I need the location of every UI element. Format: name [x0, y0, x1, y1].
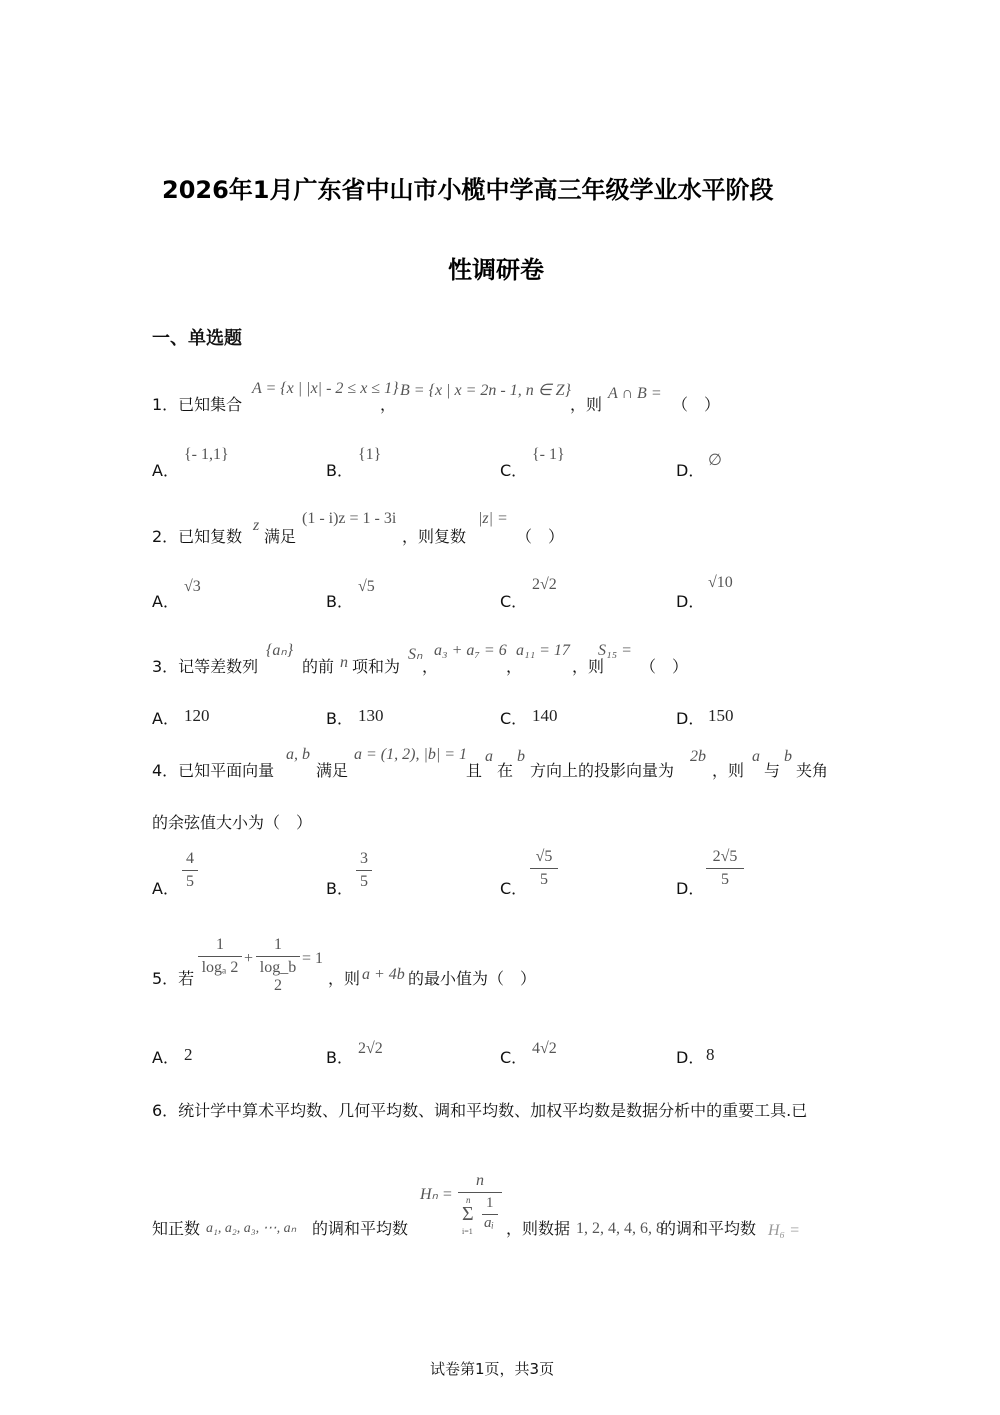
q5-option-c: 4√2: [532, 1040, 557, 1057]
q4-on: 在: [497, 761, 514, 780]
q5-fraction-1-num: 1: [216, 936, 224, 953]
q3-sn: Sₙ: [408, 646, 423, 663]
q2-option-b-label: B．: [326, 592, 353, 611]
q2-option-a: √3: [184, 578, 201, 595]
q2-z: z: [253, 517, 260, 534]
q3-sequence: {aₙ}: [266, 642, 294, 659]
q3-comma-1: ，: [422, 657, 439, 676]
page-title-line1: 2026年1月广东省中山市小榄中学高三年级学业水平阶段: [162, 176, 774, 204]
q3-option-d-label: D．: [676, 709, 705, 728]
q1-set-b: B = {x | x = 2n - 1, n ∈ Z}: [400, 382, 571, 399]
q6-then: ，则数据: [506, 1219, 571, 1238]
q1-expr: A ∩ B =: [608, 385, 662, 402]
q4-option-c-num: √5: [535, 848, 553, 865]
q3-condition-2: a₁₁ = 17: [516, 642, 570, 659]
q6-mid: 的调和平均数: [312, 1219, 409, 1238]
q4-option-c-den: 5: [540, 871, 548, 888]
q6-fraction-num: n: [476, 1172, 484, 1189]
q6-h6: H₆ =: [768, 1222, 800, 1239]
q4-two-b: 2b: [690, 748, 706, 765]
q1-comma: ，: [380, 395, 397, 414]
q6-inner-den: aᵢ: [484, 1215, 494, 1231]
q4-with: 与: [764, 761, 781, 780]
q6-hn: Hₙ =: [420, 1186, 453, 1203]
q6-sequence: a₁, a₂, a₃, ⋯, aₙ: [206, 1221, 297, 1236]
q3-option-d: 150: [708, 706, 734, 725]
q3-then: ，则: [572, 657, 605, 676]
q4-option-a-den: 5: [186, 873, 194, 890]
q6-line1: 6．统计学中算术平均数、几何平均数、调和平均数、加权平均数是数据分析中的重要工具.已: [152, 1101, 808, 1120]
q6-data: 1, 2, 4, 4, 6, 8: [576, 1220, 664, 1237]
q5-ask: 的最小值为（ ）: [408, 969, 537, 988]
q6-sigma: Σ: [462, 1203, 474, 1225]
q4-projection: 方向上的投影向量为: [530, 761, 675, 780]
q5-fraction-1-den: logₐ 2: [201, 959, 239, 976]
q2-option-d-label: D．: [676, 592, 705, 611]
q3-option-c: 140: [532, 706, 558, 725]
q4-option-d-label: D．: [676, 879, 705, 898]
q3-option-b-label: B．: [326, 709, 353, 728]
q4-then: ，则: [712, 761, 745, 780]
q6-inner-num: 1: [486, 1195, 494, 1211]
q5-fraction-2: [256, 936, 300, 995]
q4-option-d-num: 2√5: [712, 848, 738, 865]
q3-comma-2: ，: [506, 657, 523, 676]
q5-fraction-1: [198, 936, 242, 977]
q2-lead: 2．已知复数: [152, 527, 243, 546]
q2-option-b: √5: [358, 578, 375, 595]
q4-option-a-fraction: [182, 850, 198, 891]
q4-condition: a = (1, 2), |b| = 1: [354, 746, 468, 763]
q4-option-a-num: 4: [186, 850, 194, 867]
q1-option-c-label: C．: [500, 461, 528, 480]
q2-option-c: 2√2: [532, 576, 557, 593]
q5-expression: a + 4b: [362, 966, 405, 983]
q4-option-b-num: 3: [360, 850, 368, 867]
q1-set-a: A = {x | |x| - 2 ≤ x ≤ 1}: [252, 380, 399, 397]
q3-ask: S₁₅ =: [598, 642, 632, 659]
q5-option-c-label: C．: [500, 1048, 528, 1067]
q4-option-a-label: A．: [152, 879, 179, 898]
q6-sigma-bottom: i=1: [462, 1227, 473, 1236]
q4-option-d-den: 5: [721, 871, 729, 888]
q4-option-c-fraction: [530, 848, 558, 889]
q3-option-a-label: A．: [152, 709, 179, 728]
q5-fraction-2-num: 1: [274, 936, 282, 953]
q2-abs: |z| =: [478, 510, 508, 527]
q4-option-d-fraction: [706, 848, 744, 889]
q6-harmonic-fraction: [458, 1172, 502, 1235]
q3-paren: （ ）: [640, 657, 689, 676]
q2-then: ，则复数: [402, 527, 467, 546]
q2-satisfy: 满足: [264, 527, 297, 546]
q4-option-b-fraction: [356, 850, 372, 891]
q3-condition-1: a₃ + a₇ = 6: [434, 642, 507, 659]
q3-n: n: [340, 654, 348, 671]
q3-option-a: 120: [184, 706, 210, 725]
q4-a-2: a: [752, 748, 760, 765]
q3-mid: 的前: [302, 657, 335, 676]
q5-then: ，则: [328, 969, 361, 988]
q5-option-a: 2: [184, 1045, 193, 1064]
q4-option-b-label: B．: [326, 879, 353, 898]
q3-option-c-label: C．: [500, 709, 528, 728]
q1-option-d: ∅: [708, 452, 722, 469]
q5-equals-one: = 1: [302, 950, 324, 967]
q4-b-2: b: [784, 748, 792, 765]
q2-option-d: √10: [708, 574, 733, 591]
q1-paren: （ ）: [672, 395, 721, 414]
page-title-line2: 性调研卷: [448, 256, 544, 284]
q5-option-d: 8: [706, 1045, 715, 1064]
q6-sigma-top: n: [466, 1195, 471, 1205]
q5-fraction-2-den: log_b 2: [259, 959, 297, 994]
q4-satisfy: 满足: [316, 761, 349, 780]
q2-option-c-label: C．: [500, 592, 528, 611]
q1-option-b: {1}: [358, 446, 382, 463]
q5-option-a-label: A．: [152, 1048, 179, 1067]
q1-option-c: {- 1}: [532, 446, 565, 463]
q4-and: 且: [466, 761, 483, 780]
q1-lead: 1．已知集合: [152, 395, 243, 414]
q3-lead: 3．记等差数列: [152, 657, 259, 676]
q1-option-b-label: B．: [326, 461, 353, 480]
q4-line2: 的余弦值大小为（ ）: [152, 813, 313, 832]
q5-option-d-label: D．: [676, 1048, 705, 1067]
q5-plus: +: [244, 950, 254, 967]
q5-option-b: 2√2: [358, 1040, 383, 1057]
q3-option-b: 130: [358, 706, 384, 725]
q1-option-a: {- 1,1}: [184, 446, 229, 463]
q5-lead: 5．若: [152, 969, 195, 988]
q2-paren: （ ）: [516, 527, 565, 546]
q4-angle: 夹角: [796, 761, 829, 780]
q1-option-a-label: A．: [152, 461, 179, 480]
q4-lead: 4．已知平面向量: [152, 761, 275, 780]
q1-then: ，则: [570, 395, 603, 414]
q4-vectors: a, b: [286, 746, 310, 763]
page-footer: 试卷第1页，共3页: [430, 1360, 555, 1378]
q2-equation: (1 - i)z = 1 - 3i: [302, 510, 397, 527]
q5-option-b-label: B．: [326, 1048, 353, 1067]
section-heading-single-choice: 一、单选题: [152, 328, 242, 349]
q4-option-c-label: C．: [500, 879, 528, 898]
q3-sum-label: 项和为: [352, 657, 401, 676]
q1-option-d-label: D．: [676, 461, 705, 480]
q6-ask: 的调和平均数: [660, 1219, 757, 1238]
q4-a-1: a: [485, 748, 493, 765]
q2-option-a-label: A．: [152, 592, 179, 611]
q4-option-b-den: 5: [360, 873, 368, 890]
q6-lead: 知正数: [152, 1219, 201, 1238]
q4-b-1: b: [517, 748, 525, 765]
